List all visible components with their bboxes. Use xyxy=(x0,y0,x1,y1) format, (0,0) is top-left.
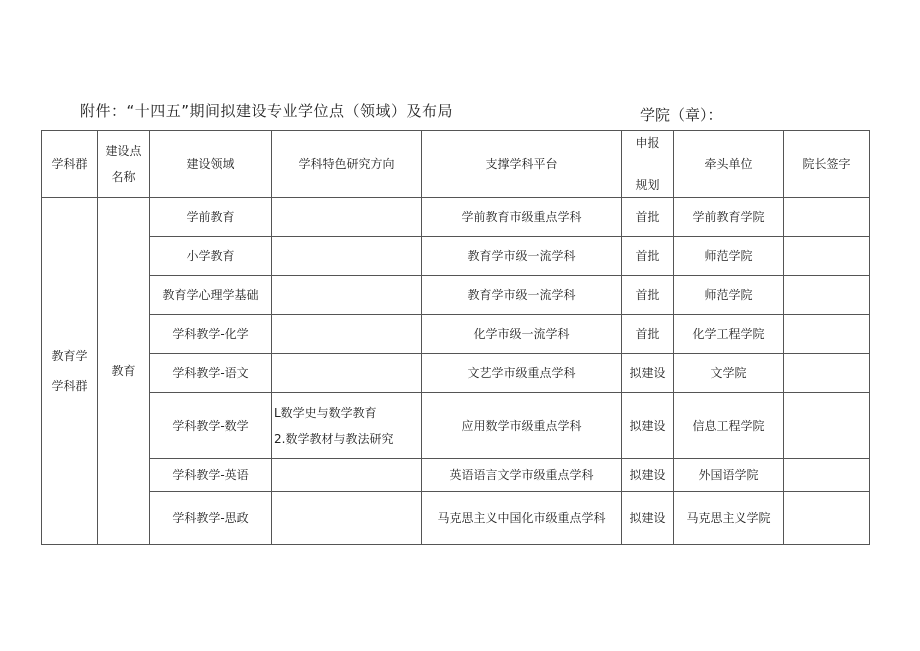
header-direction: 学科特色研究方向 xyxy=(272,131,422,198)
field-cell: 学科教学-语文 xyxy=(150,354,272,393)
lead-cell: 学前教育学院 xyxy=(674,198,784,237)
field-cell: 教育学心理学基础 xyxy=(150,276,272,315)
direction-cell xyxy=(272,393,422,459)
college-seal-label: 学院（章）： xyxy=(640,106,723,124)
plan-cell: 首批 xyxy=(622,315,674,354)
sign-cell xyxy=(784,198,870,237)
direction-item: L数学史与数学教育 xyxy=(274,405,377,420)
header-plan xyxy=(622,131,674,198)
header-plan-line1: 申报 xyxy=(635,136,660,150)
field-cell: 学科教学-思政 xyxy=(150,492,272,545)
header-sign: 院长签字 xyxy=(784,131,870,198)
plan-cell: 首批 xyxy=(622,276,674,315)
platform-cell: 教育学市级一流学科 xyxy=(422,237,622,276)
header-point-line1: 建设点 xyxy=(105,144,142,158)
field-cell: 学前教育 xyxy=(150,198,272,237)
sign-cell xyxy=(784,237,870,276)
table-row xyxy=(42,237,870,276)
table-row xyxy=(42,393,870,459)
lead-cell: 师范学院 xyxy=(674,237,784,276)
group-line2: 学科群 xyxy=(51,379,88,393)
header-lead: 牵头单位 xyxy=(674,131,784,198)
direction-cell xyxy=(272,315,422,354)
plan-cell: 首批 xyxy=(622,198,674,237)
platform-cell: 英语语言文学市级重点学科 xyxy=(422,459,622,492)
table-header-row xyxy=(42,131,870,198)
field-cell: 小学教育 xyxy=(150,237,272,276)
platform-cell: 教育学市级一流学科 xyxy=(422,276,622,315)
header-group: 学科群 xyxy=(42,131,98,198)
lead-cell: 马克思主义学院 xyxy=(674,492,784,545)
table-row xyxy=(42,459,870,492)
direction-cell xyxy=(272,492,422,545)
degree-point-table xyxy=(41,130,870,545)
sign-cell xyxy=(784,354,870,393)
sign-cell xyxy=(784,492,870,545)
point-cell: 教育 xyxy=(98,198,150,545)
table-row xyxy=(42,276,870,315)
field-cell: 学科教学-英语 xyxy=(150,459,272,492)
direction-item: 2.数学教材与教法研究 xyxy=(274,431,394,446)
plan-cell: 拟建设 xyxy=(622,459,674,492)
direction-cell xyxy=(272,459,422,492)
table-row xyxy=(42,315,870,354)
field-cell: 学科教学-化学 xyxy=(150,315,272,354)
platform-cell: 马克思主义中国化市级重点学科 xyxy=(422,492,622,545)
sign-cell xyxy=(784,393,870,459)
document-title: 附件：“十四五”期间拟建设专业学位点（领域）及布局 xyxy=(80,102,454,120)
lead-cell: 化学工程学院 xyxy=(674,315,784,354)
direction-cell xyxy=(272,237,422,276)
direction-cell xyxy=(272,198,422,237)
header-plan-line2: 规划 xyxy=(635,178,660,192)
plan-cell: 拟建设 xyxy=(622,393,674,459)
platform-cell: 应用数学市级重点学科 xyxy=(422,393,622,459)
plan-cell: 拟建设 xyxy=(622,492,674,545)
lead-cell: 信息工程学院 xyxy=(674,393,784,459)
sign-cell xyxy=(784,276,870,315)
group-cell xyxy=(42,198,98,545)
header-platform: 支撑学科平台 xyxy=(422,131,622,198)
lead-cell: 师范学院 xyxy=(674,276,784,315)
group-line1: 教育学 xyxy=(51,349,88,363)
platform-cell: 化学市级一流学科 xyxy=(422,315,622,354)
plan-cell: 首批 xyxy=(622,237,674,276)
direction-cell xyxy=(272,276,422,315)
platform-cell: 学前教育市级重点学科 xyxy=(422,198,622,237)
lead-cell: 文学院 xyxy=(674,354,784,393)
table-row xyxy=(42,198,870,237)
platform-cell: 文艺学市级重点学科 xyxy=(422,354,622,393)
header-field: 建设领域 xyxy=(150,131,272,198)
direction-cell xyxy=(272,354,422,393)
sign-cell xyxy=(784,315,870,354)
header-point xyxy=(98,131,150,198)
field-cell: 学科教学-数学 xyxy=(150,393,272,459)
plan-cell: 拟建设 xyxy=(622,354,674,393)
table-row xyxy=(42,354,870,393)
lead-cell: 外国语学院 xyxy=(674,459,784,492)
table-row xyxy=(42,492,870,545)
header-point-line2: 名称 xyxy=(111,170,136,184)
sign-cell xyxy=(784,459,870,492)
